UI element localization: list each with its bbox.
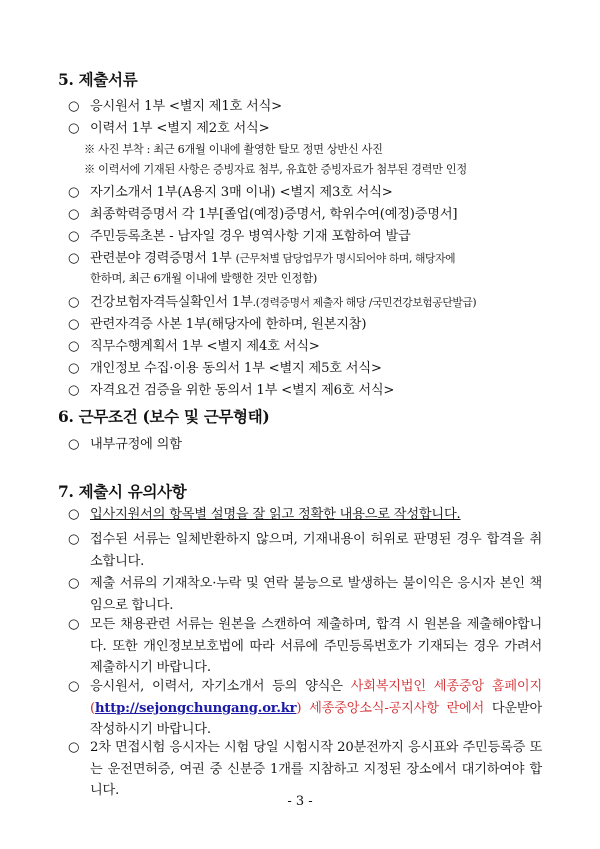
career-note: (근무처별 담당업무가 명시되어야 하며, 해당자에 [235, 252, 456, 265]
section-6-title: 6. 근무조건 (보수 및 근무형태) [58, 407, 270, 426]
list-item-insurance: ○ 건강보험자격득실확인서 1부.(경력증명서 제출자 해당 /국민건강보험공단발급) [68, 295, 477, 310]
page-number: - 3 - [287, 794, 313, 809]
note-resume: ※ 이력서에 기재된 사항은 증빙자료 첨부, 유효한 증빙자료가 첨부된 경력만 인정 [84, 163, 467, 176]
notice-paragraph-1: ○ 입사지원서의 항목별 설명을 잘 읽고 정확한 내용으로 작성합니다. [68, 507, 461, 522]
list-item: ○ 응시원서 1부 <별지 제1호 서식> [68, 99, 282, 114]
notice-paragraph-6: ○ 2차 면접시험 응시자는 시험 당일 시험시작 20분전까지 응시표와 주민등록증 또는 운전면허증, 여권 중 신분증 1개를 지참하고 지정된 장소에서 대기하여야 합니다. [68, 740, 542, 798]
section-7-title: 7. 제출시 유의사항 [58, 482, 187, 501]
notice-board-path: ) 세종중앙소식-공지사항 란에서 [296, 700, 485, 716]
list-item: ○ 이력서 1부 <별지 제2호 서식> [68, 121, 270, 136]
list-item-career: ○ 관련분야 경력증명서 1부 (근무처별 담당업무가 명시되어야 하며, 해당자에 [68, 251, 456, 266]
list-item: ○ 최종학력증명서 각 1부[졸업(예정)증명서, 학위수여(예정)증명서] [68, 207, 458, 222]
list-item: ○ 관련자격증 사본 1부(해당자에 한하며, 원본지참) [68, 317, 367, 332]
notice-paragraph-3: ○ 제출 서류의 기재착오·누락 및 연락 불능으로 발생하는 불이익은 응시자 본인 책임으로 합니다. [68, 576, 542, 613]
bullet: ○ [68, 99, 80, 114]
list-item: ○ 자격요건 검증을 위한 동의서 1부 <별지 제6호 서식> [68, 383, 395, 398]
career-note-continued: 한하며, 최근 6개월 이내에 발행한 것만 인정함) [90, 271, 317, 285]
insurance-note: .(경력증명서 제출자 해당 /국민건강보험공단발급) [252, 296, 477, 309]
list-item: ○ 자기소개서 1부(A용지 3매 이내) <별지 제3호 서식> [68, 185, 393, 200]
notice-paragraph-4: ○ 모든 채용관련 서류는 원본을 스캔하여 제출하며, 합격 시 원본을 제출해야합니다. 또한 개인정보보호법에 따라 서류에 주민등록번호가 기재되는 경우 가려서 제출하시기 바랍니다. [68, 617, 542, 675]
list-item: ○ 주민등록초본 - 남자일 경우 병역사항 기재 포함하여 발급 [68, 229, 411, 244]
list-item: ○ 개인정보 수집·이용 동의서 1부 <별지 제5호 서식> [68, 361, 382, 376]
note-photo: ※ 사진 부착 : 최근 6개월 이내에 촬영한 탈모 정면 상반신 사진 [84, 143, 383, 156]
section-5-title: 5. 제출서류 [58, 70, 138, 89]
homepage-link[interactable]: http://sejongchungang.or.kr [94, 700, 297, 716]
list-item: ○ 직무수행계획서 1부 <별지 제4호 서식> [68, 339, 320, 354]
list-item: ○ 내부규정에 의함 [68, 437, 182, 452]
notice-paragraph-5: ○ 응시원서, 이력서, 자기소개서 등의 양식은 사회복지법인 세종중앙 홈페이지(http://sejongchungang.or.kr) 세종중앙소식-공지사항 란에서 다운받아 작성하시기 바랍니다. [68, 679, 543, 737]
homepage-name: 사회복지법인 세종중앙 홈페이지( [90, 679, 543, 716]
notice-paragraph-2: ○ 접수된 서류는 일체반환하지 않으며, 기재내용이 허위로 판명된 경우 합격을 취소합니다. [68, 532, 542, 569]
